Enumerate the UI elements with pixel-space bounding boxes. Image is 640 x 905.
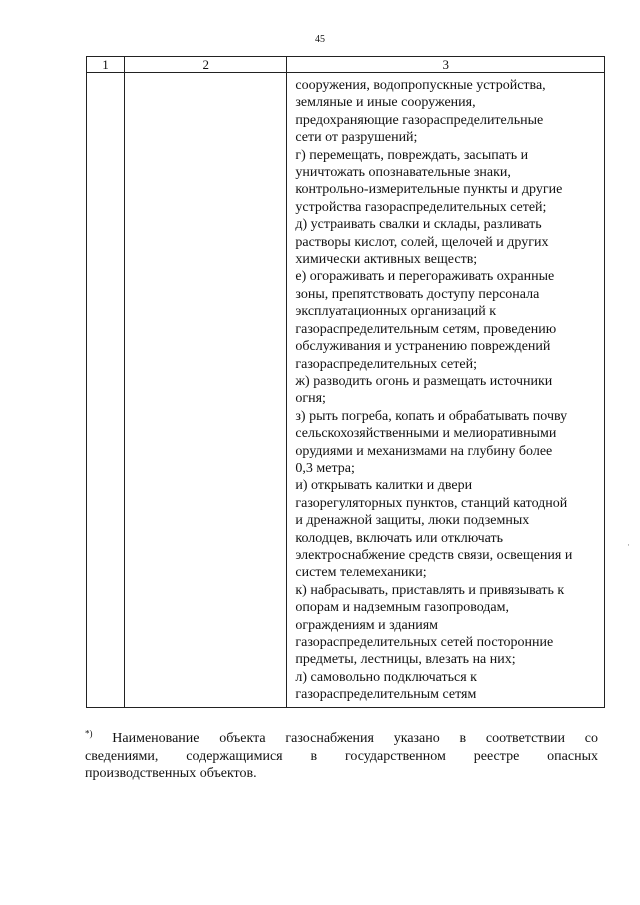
text-line: опорам и надземным газопроводам,	[295, 600, 509, 616]
column-header-2: 2	[125, 57, 287, 73]
text-line: и дренажной защиты, люки подземных	[295, 513, 530, 529]
text-line: ж) разводить огонь и размещать источники	[295, 373, 553, 389]
text-line: газораспределительных сетей;	[295, 356, 477, 372]
footnote	[85, 730, 598, 783]
text-line: предметы, лестницы, влезать на них;	[295, 652, 516, 668]
text-line: земляные и иные сооружения,	[295, 95, 476, 111]
text-line: 0,3 метра;	[295, 460, 355, 476]
text-line: газорегуляторных пунктов, станций катодной	[295, 495, 568, 511]
text-line: сооружения, водопропускные устройства,	[295, 78, 546, 93]
text-line: зоны, препятствовать доступу персонала	[295, 286, 540, 302]
text-line: обслуживания и устранению повреждений	[295, 339, 551, 355]
page-number: 45	[315, 34, 325, 45]
text-line: химически активных веществ;	[295, 252, 478, 268]
text-line: газораспределительных сетей посторонние	[295, 635, 554, 650]
text-line: газораспределительным сетям	[295, 687, 477, 703]
margin-mark: ·	[627, 540, 630, 550]
table-cell-col1	[87, 73, 125, 708]
table-header-row	[87, 57, 605, 73]
text-line: д) устраивать свалки и склады, разливать	[295, 217, 542, 233]
table-row	[87, 73, 605, 708]
text-line: л) самовольно подключаться к	[295, 669, 477, 685]
text-line: и) открывать калитки и двери	[295, 478, 473, 494]
text-line: эксплуатационных организаций к	[295, 304, 497, 320]
text-line: растворы кислот, солей, щелочей и других	[295, 234, 549, 250]
text-line: ограждениям и зданиям	[295, 617, 439, 633]
text-line: орудиями и механизмами на глубину более	[295, 443, 553, 459]
document-table	[86, 56, 605, 708]
prohibited-actions-text	[287, 73, 604, 704]
text-line: колодцев, включать или отключать	[295, 530, 504, 546]
text-line: г) перемещать, повреждать, засыпать и	[295, 147, 529, 163]
footnote-line-1	[85, 730, 598, 748]
table-cell-col3	[287, 73, 605, 708]
text-line: уничтожать опознавательные знаки,	[295, 165, 511, 181]
text-line: электроснабжение средств связи, освещения и	[295, 547, 573, 563]
text-line: предохраняющие газораспределительные	[295, 112, 544, 128]
column-header-1: 1	[87, 57, 125, 73]
text-line: сельскохозяйственными и мелиоративными	[295, 426, 557, 442]
text-line: огня;	[295, 391, 326, 407]
table-cell-col2	[125, 73, 287, 708]
text-line: систем телемеханики;	[295, 565, 427, 581]
footnote-marker: *)	[85, 728, 93, 739]
text-line: е) огораживать и перегораживать охранные	[295, 269, 555, 285]
footnote-line-3: производственных объектов.	[85, 766, 257, 782]
footnote-line-2: сведениями, содержащимися в государственном реестре опасных	[85, 748, 598, 764]
text-line: контрольно-измерительные пункты и другие	[295, 182, 563, 198]
text-line: газораспределительным сетям, проведению	[295, 321, 557, 337]
footnote-line-1-text: Наименование объекта газоснабжения указано в соответствии со	[112, 731, 598, 746]
column-header-3: 3	[287, 57, 605, 73]
text-line: устройства газораспределительных сетей;	[295, 199, 547, 215]
text-line: з) рыть погреба, копать и обрабатывать почву	[295, 408, 568, 424]
text-line: к) набрасывать, приставлять и привязывать к	[295, 582, 565, 598]
text-line: сети от разрушений;	[295, 130, 418, 146]
